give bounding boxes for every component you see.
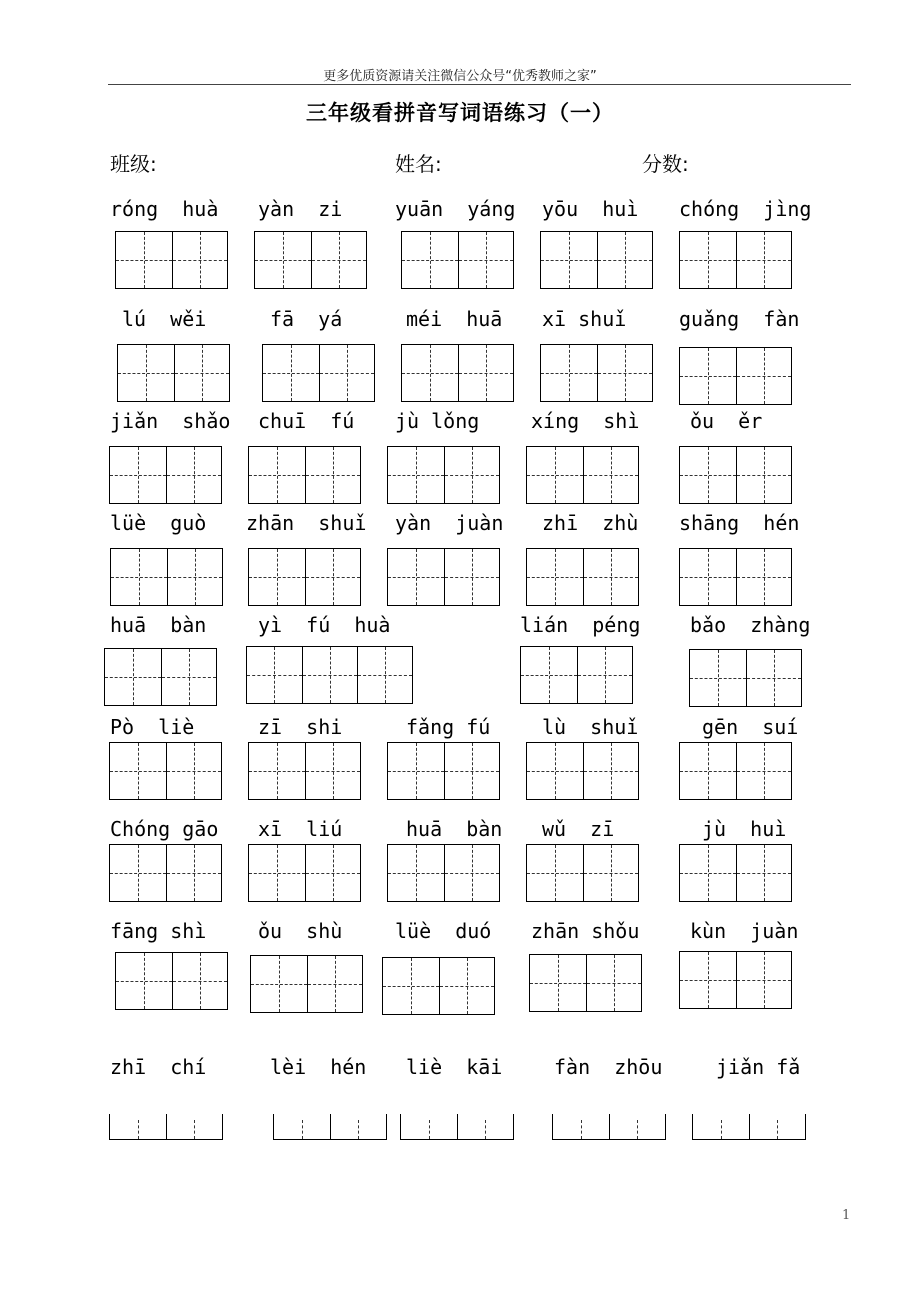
writing-grid[interactable]: [679, 347, 792, 405]
writing-grid[interactable]: [387, 548, 500, 606]
writing-grid[interactable]: [387, 742, 500, 800]
writing-grid[interactable]: [262, 344, 375, 402]
writing-grid[interactable]: [679, 844, 792, 902]
pinyin-label: ǒu ěr: [690, 409, 763, 433]
writing-grid[interactable]: [254, 231, 367, 289]
pinyin-label: lüè duó: [395, 919, 492, 943]
pinyin-label: liè kāi: [406, 1055, 503, 1079]
writing-grid-partial[interactable]: [692, 1114, 806, 1140]
writing-grid-partial[interactable]: [552, 1114, 666, 1140]
writing-grid[interactable]: [520, 646, 633, 704]
writing-grid-partial[interactable]: [400, 1114, 514, 1140]
writing-grid[interactable]: [248, 446, 361, 504]
pinyin-label: ǒu shù: [258, 919, 343, 943]
writing-grid[interactable]: [679, 548, 792, 606]
writing-grid[interactable]: [689, 649, 802, 707]
page-number: 1: [842, 1208, 851, 1223]
pinyin-label: xī shuǐ: [542, 307, 627, 331]
pinyin-label: zī shi: [258, 715, 343, 739]
writing-grid[interactable]: [526, 742, 639, 800]
writing-grid[interactable]: [248, 742, 361, 800]
pinyin-label: huā bàn: [110, 613, 207, 637]
writing-grid[interactable]: [526, 844, 639, 902]
writing-grid[interactable]: [250, 955, 363, 1013]
pinyin-label: jiǎn fǎ: [716, 1055, 801, 1079]
pinyin-label: kùn juàn: [690, 919, 799, 943]
writing-grid[interactable]: [401, 231, 514, 289]
page-header: 更多优质资源请关注微信公众号“优秀教师之家”: [323, 69, 597, 84]
pinyin-label: fàn zhōu: [554, 1055, 663, 1079]
pinyin-label: yì fú huà: [258, 613, 391, 637]
pinyin-label: róng huà: [110, 197, 219, 221]
pinyin-label: lù shuǐ: [542, 715, 639, 739]
pinyin-label: xī liú: [258, 817, 343, 841]
writing-grid[interactable]: [401, 344, 514, 402]
writing-grid[interactable]: [526, 446, 639, 504]
pinyin-label: zhī zhù: [542, 511, 639, 535]
writing-grid[interactable]: [679, 951, 792, 1009]
writing-grid[interactable]: [117, 344, 230, 402]
pinyin-label: fǎng fú: [406, 715, 491, 739]
writing-grid[interactable]: [679, 231, 792, 289]
writing-grid[interactable]: [540, 231, 653, 289]
writing-grid[interactable]: [109, 844, 222, 902]
pinyin-label: Pò liè: [110, 715, 195, 739]
writing-grid-partial[interactable]: [273, 1114, 387, 1140]
writing-grid[interactable]: [679, 742, 792, 800]
pinyin-label: yōu huì: [542, 197, 639, 221]
pinyin-label: jiǎn shǎo: [110, 409, 231, 433]
pinyin-label: fāng shì: [110, 919, 207, 943]
pinyin-label: chóng jìng: [679, 197, 812, 221]
writing-grid[interactable]: [104, 648, 217, 706]
writing-grid[interactable]: [115, 952, 228, 1010]
pinyin-label: yàn zi: [258, 197, 343, 221]
pinyin-label: yuān yáng: [395, 197, 516, 221]
writing-grid[interactable]: [540, 344, 653, 402]
writing-grid[interactable]: [246, 646, 413, 704]
writing-grid[interactable]: [526, 548, 639, 606]
pinyin-label: bǎo zhàng: [690, 613, 811, 637]
pinyin-label: gēn suí: [702, 715, 799, 739]
pinyin-label: shāng hén: [679, 511, 800, 535]
pinyin-label: jù huì: [702, 817, 787, 841]
pinyin-label: lián péng: [520, 613, 641, 637]
header-rule: [108, 84, 851, 85]
class-label: 班级:: [110, 152, 157, 176]
score-label: 分数:: [642, 152, 689, 176]
writing-grid[interactable]: [382, 957, 495, 1015]
pinyin-label: lèi hén: [270, 1055, 367, 1079]
pinyin-label: zhī chí: [110, 1055, 207, 1079]
pinyin-label: méi huā: [406, 307, 503, 331]
pinyin-label: lú wěi: [122, 307, 207, 331]
pinyin-label: lüè guò: [110, 511, 207, 535]
pinyin-label: guǎng fàn: [679, 307, 800, 331]
pinyin-label: zhān shǒu: [531, 919, 640, 943]
writing-grid[interactable]: [387, 844, 500, 902]
writing-grid[interactable]: [387, 446, 500, 504]
pinyin-label: yàn juàn: [395, 511, 504, 535]
writing-grid[interactable]: [529, 954, 642, 1012]
pinyin-label: jù lǒng: [395, 409, 480, 433]
pinyin-label: fā yá: [270, 307, 343, 331]
writing-grid[interactable]: [110, 548, 223, 606]
writing-grid-partial[interactable]: [109, 1114, 223, 1140]
pinyin-label: huā bàn: [406, 817, 503, 841]
pinyin-label: chuī fú: [258, 409, 355, 433]
writing-grid[interactable]: [248, 844, 361, 902]
pinyin-label: xíng shì: [531, 409, 640, 433]
writing-grid[interactable]: [248, 548, 361, 606]
pinyin-label: zhān shuǐ: [246, 511, 367, 535]
name-label: 姓名:: [395, 152, 442, 176]
worksheet-title: 三年级看拼音写词语练习（一）: [306, 101, 614, 125]
writing-grid[interactable]: [109, 446, 222, 504]
writing-grid[interactable]: [679, 446, 792, 504]
pinyin-label: wǔ zī: [542, 817, 615, 841]
writing-grid[interactable]: [115, 231, 228, 289]
writing-grid[interactable]: [109, 742, 222, 800]
pinyin-label: Chóng gāo: [110, 817, 219, 841]
